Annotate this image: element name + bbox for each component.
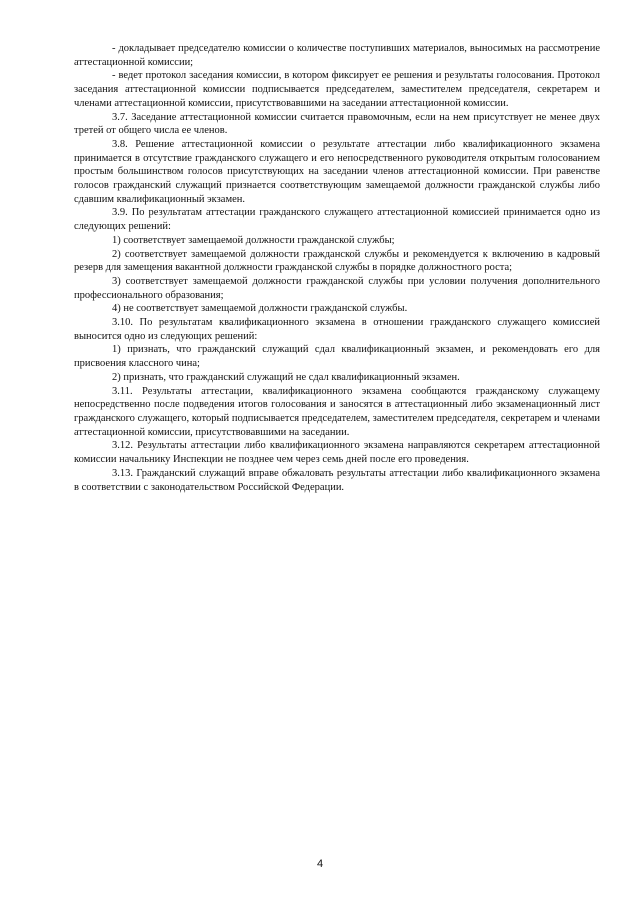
paragraph-keep-protocol: - ведет протокол заседания комиссии, в котором фиксирует ее решения и результаты голосования. Протокол заседания аттестационной комиссии подписывается председателем, заместителем председателя, секретарем и членами аттестационной комиссии, присутствовавшими на заседании аттестационной комиссии. <box>74 70 600 109</box>
paragraph-report-materials: - докладывает председателю комиссии о количестве поступивших материалов, выносимых на рассмотрение аттестационной комиссии; <box>74 43 600 68</box>
paragraph-3-11-notification: 3.11. Результаты аттестации, квалификационного экзамена сообщаются гражданскому служащему непосредственно после подведения итогов голосования и заносятся в аттестационный либо экзаменационный лист гражданского служащего, который подписывается председателем, заместителем председателя, секретарем и членами аттестационной комиссии, присутствовавшими на заседании. <box>74 385 600 438</box>
list-item-decision-4: 4) не соответствует замещаемой должности гражданской службы. <box>112 303 408 315</box>
list-item-decision-3: 3) соответствует замещаемой должности гражданской службы при условии получения дополнительного профессионального образования; <box>74 275 600 301</box>
paragraph-3-8-decision: 3.8. Решение аттестационной комиссии о результате аттестации либо квалификационного экзамена принимается в отсутствие гражданского служащего и его непосредственного руководителя открытым голосованием простым большинством голосов присутствующих на заседании членов аттестационной комиссии. При равенстве голосов гражданский служащий признается соответствующим замещаемой должности гражданской службы либо сдавшим квалификационный экзамен. <box>74 138 600 205</box>
list-item-decision-1: 1) соответствует замещаемой должности гражданской службы; <box>112 234 395 246</box>
paragraph-3-9-attestation-results: 3.9. По результатам аттестации гражданского служащего аттестационной комиссией принимается одно из следующих решений: <box>74 207 600 233</box>
document-body <box>74 42 600 494</box>
paragraph-3-7-quorum: 3.7. Заседание аттестационной комиссии считается правомочным, если на нем присутствует не менее двух третей от общего числа ее членов. <box>74 111 600 137</box>
paragraph-3-13-appeal: 3.13. Гражданский служащий вправе обжаловать результаты аттестации либо квалификационного экзамена в соответствии с законодательством Российской Федерации. <box>74 467 600 493</box>
list-item-exam-decision-1: 1) признать, что гражданский служащий сдал квалификационный экзамен, и рекомендовать его для присвоения классного чина; <box>74 344 600 370</box>
page-number: 4 <box>316 858 324 870</box>
list-item-decision-2: 2) соответствует замещаемой должности гражданской службы и рекомендуется к включению в кадровый резерв для замещения вакантной должности гражданской службы в порядке должностного роста; <box>74 248 600 274</box>
paragraph-3-12-forwarding: 3.12. Результаты аттестации либо квалификационного экзамена направляются секретарем аттестационной комиссии начальнику Инспекции не позднее чем через семь дней после его проведения. <box>74 440 600 466</box>
paragraph-3-10-exam-results: 3.10. По результатам квалификационного экзамена в отношении гражданского служащего комиссией выносится одно из следующих решений: <box>74 317 600 342</box>
list-item-exam-decision-2: 2) признать, что гражданский служащий не сдал квалификационный экзамен. <box>112 371 460 383</box>
